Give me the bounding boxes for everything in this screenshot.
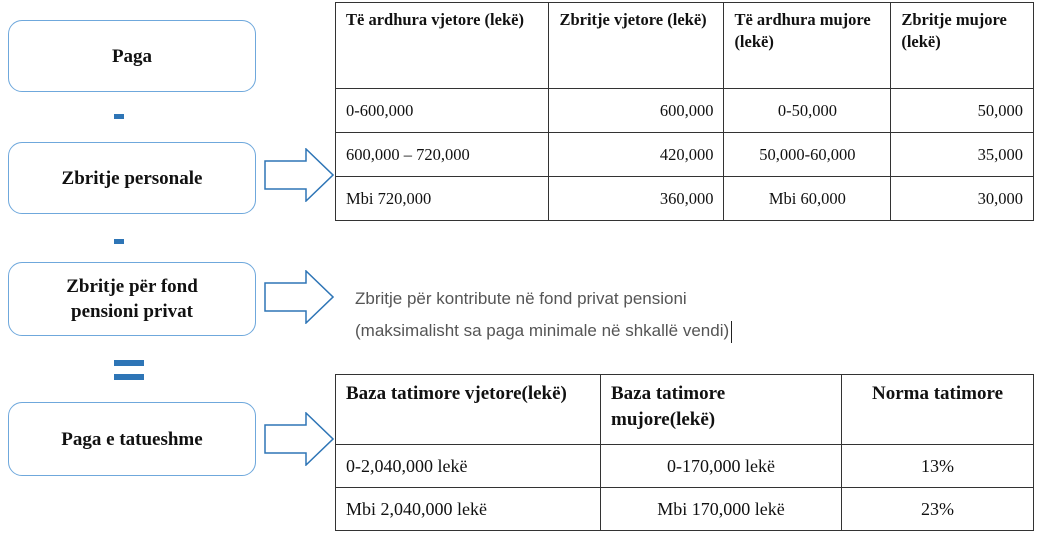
table-row [336, 177, 1034, 221]
table-cell: 50,000-60,000 [724, 133, 891, 177]
table-header-cell: Zbritje mujore (lekë) [891, 3, 1034, 89]
table-cell: 30,000 [891, 177, 1034, 221]
text-cursor [731, 321, 732, 343]
table-cell: 35,000 [891, 133, 1034, 177]
box-fond-pensioni [8, 262, 256, 336]
table-row [336, 133, 1034, 177]
note-line-2: (maksimalisht sa paga minimale në shkallë vendi) [355, 321, 730, 340]
box-paga-tatueshme [8, 402, 256, 476]
minus-operator-1 [114, 114, 124, 119]
right-arrow-icon [264, 412, 334, 466]
table-cell: 600,000 – 720,000 [336, 133, 549, 177]
right-arrow-icon [264, 270, 334, 324]
equals-operator-bottom [114, 374, 144, 380]
table-cell: 0-600,000 [336, 89, 549, 133]
table-cell: Mbi 2,040,000 lekë [336, 488, 601, 531]
table-cell: 0-170,000 lekë [601, 445, 842, 488]
box-paga-tatueshme-label: Paga e tatueshme [61, 428, 203, 450]
tax-rate-table [335, 374, 1034, 531]
box-fond-pensioni-label: Zbritje për fond pensioni privat [66, 276, 198, 322]
table-row [336, 89, 1034, 133]
table-cell: Mbi 720,000 [336, 177, 549, 221]
table-row [336, 488, 1034, 531]
table-row [336, 445, 1034, 488]
table-cell: 0-50,000 [724, 89, 891, 133]
box-paga [8, 20, 256, 92]
equals-operator-top [114, 360, 144, 366]
table-cell: 360,000 [549, 177, 724, 221]
box-zbritje-personale [8, 142, 256, 214]
note-line-1: Zbritje për kontribute në fond privat pensioni [355, 289, 687, 308]
table-cell: 600,000 [549, 89, 724, 133]
table-cell: Mbi 60,000 [724, 177, 891, 221]
table-header-cell: Të ardhura vjetore (lekë) [336, 3, 549, 89]
right-arrow-icon [264, 148, 334, 202]
personal-deduction-table [335, 2, 1034, 221]
table-header-cell: Norma tatimore [842, 375, 1034, 445]
table-header-cell: Zbritje vjetore (lekë) [549, 3, 724, 89]
table-header-cell: Baza tatimore vjetore(lekë) [336, 375, 601, 445]
box-paga-label: Paga [111, 45, 153, 67]
box-zbritje-personale-label: Zbritje personale [61, 167, 203, 189]
pension-deduction-note [355, 283, 875, 347]
table-header-row [336, 3, 1034, 89]
table-header-cell: Të ardhura mujore (lekë) [724, 3, 891, 89]
minus-operator-2 [114, 239, 124, 244]
table-cell: 23% [842, 488, 1034, 531]
table-cell: 420,000 [549, 133, 724, 177]
table-cell: Mbi 170,000 lekë [601, 488, 842, 531]
table-cell: 13% [842, 445, 1034, 488]
note-line-2-wrap [355, 315, 875, 347]
table-header-cell: Baza tatimore mujore(lekë) [601, 375, 842, 445]
table-cell: 50,000 [891, 89, 1034, 133]
table-cell: 0-2,040,000 lekë [336, 445, 601, 488]
table-header-row [336, 375, 1034, 445]
